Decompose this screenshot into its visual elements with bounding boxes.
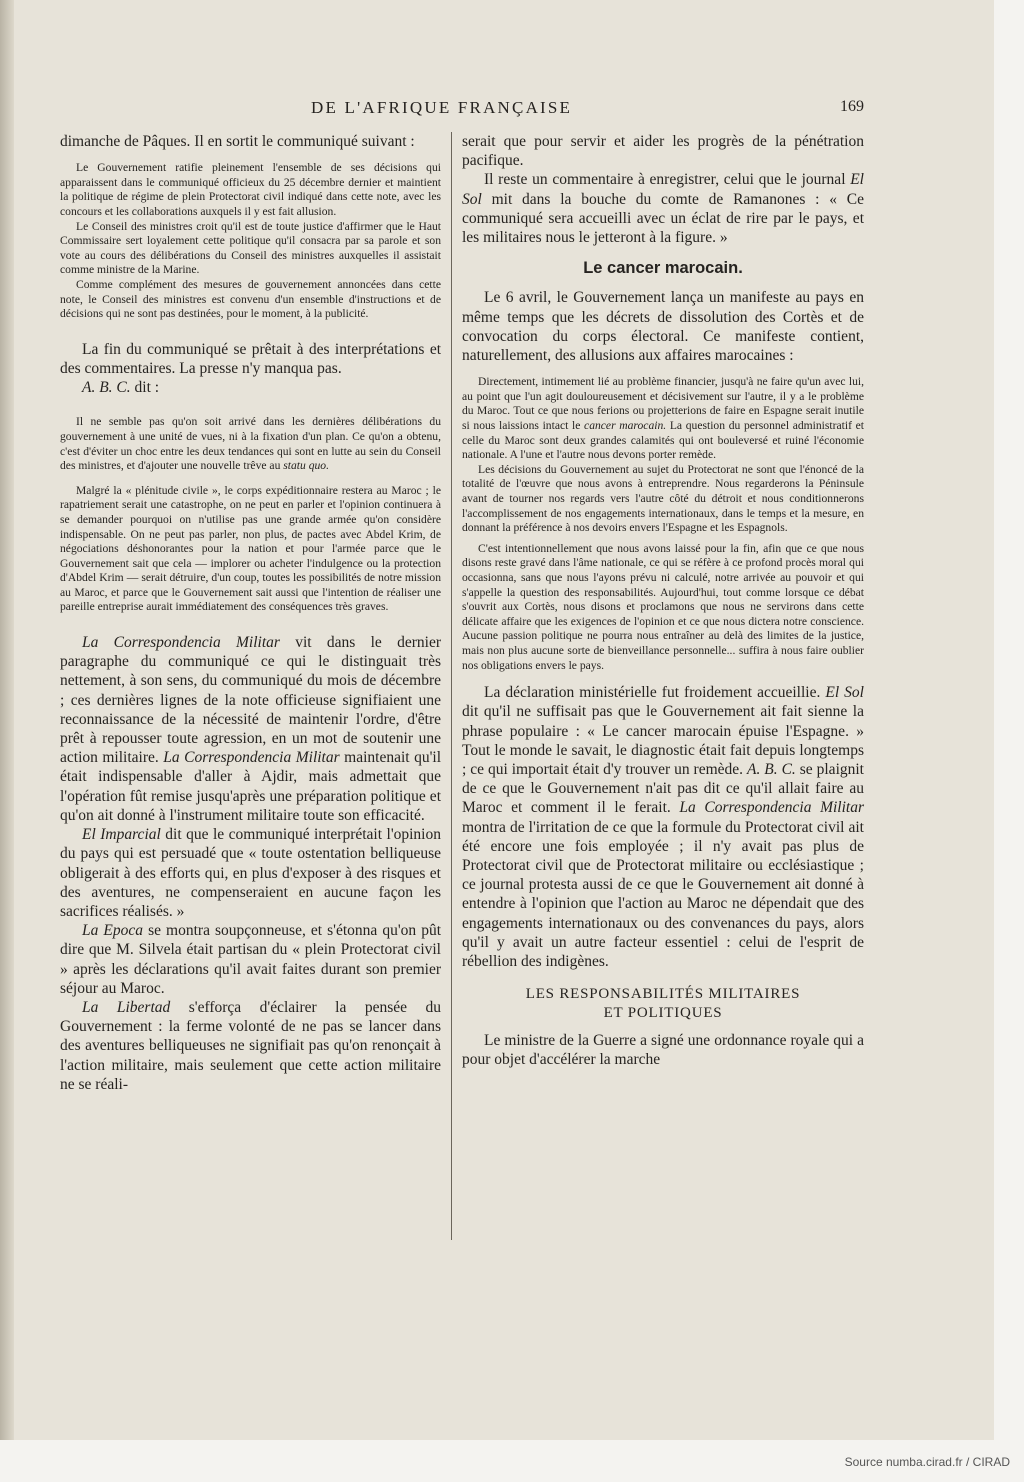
- quote-paragraph: Il ne semble pas qu'on soit arrivé dans les dernières délibérations du gouvernement à une unité de vues, ni à la fixation d'un plan. Ce qu'on a obtenu, c'est d'éviter un choc entre les deux tendances qui sont en lutte au sein du Conseil des ministres, et d'ajouter une nouvelle trêve au statu quo.: [60, 415, 441, 473]
- paragraph: Le ministre de la Guerre a signé une ordonnance royale qui a pour objet d'accélérer la marche: [462, 1032, 864, 1069]
- quote-paragraph: Comme complément des mesures de gouvernement annoncées dans cette note, le Conseil des ministres est convenu d'un ensemble d'instructions et de décisions qui ne sont pas destinées, pour le moment, à la publicité.: [60, 277, 441, 321]
- paragraph: La fin du communiqué se prêtait à des interprétations et des commentaires. La presse n'y manqua pas.: [60, 340, 441, 377]
- quote-paragraph: Malgré la « plénitude civile », le corps expéditionnaire restera au Maroc ; le rapatriement serait une catastrophe, on ne peut en parler et l'opinion continuera à se demander pourquoi on n'utilise pas une grande armée qu'on considère indispensable. On ne peut pas parler, non plus, de pactes avec Abdel Krim, de négociations déshonorantes pour la nation et pour l'armée parce que le Gouvernement sait que cela — implorer ou acheter l'indulgence ou la protection d'Abdel Krim — serait détruire, d'un coup, toutes les possibilités de notre mission au Maroc, et parce que le Gouvernement sait aussi que l'intention de réaliser une pareille entreprise aurait immédiatement des conséquences très graves.: [60, 483, 441, 614]
- paragraph: La déclaration ministérielle fut froidement accueillie. El Sol dit qu'il ne suffisait pas que le Gouvernement ait fait sienne la phrase populaire : « Le cancer marocain épuise l'Espagne. » Tout le monde le savait, le diagnostic était fait depuis longtemps ; ce qui importait était d'y trouver un remède. A. B. C. se plaignit de ce que le Gouvernement n'ait pas dit ce qu'il allait faire au Maroc et comment il le ferait. La Correspondencia Militar montra de l'irritation de ce que la formule du Protectorat civil ait été encore une fois employée ; il n'y avait pas plus de Protectorat civil que de Protectorat militaire ou ecclésiastique ; ce journal protesta aussi de ce que le Gouvernement ait donné à entendre à l'opinion que l'action au Maroc ne dépendait que des engagements internationaux ou des convenances du pays, alors qu'il y avait un autre facteur essentiel : celui de l'esprit de rébellion des indigènes.: [462, 684, 864, 970]
- newspaper-name: A. B. C.: [82, 379, 131, 397]
- source-credit: Source numba.cirad.fr / CIRAD: [844, 1455, 1010, 1469]
- paragraph: La Correspondencia Militar vit dans le dernier paragraphe du communiqué ce qui le distinguait très nettement, à son sens, du communiqué du mois de décembre ; ces dernières lignes de la note officieuse signifiaient une reconnaissance de la nécessité de maintenir l'ordre, d'être prêt à repousser toute agression, en un mot de soutenir une action militaire. La Correspondencia Militar maintenait qu'il était indispensable d'aller à Ajdir, mais admettait que l'opération fût remise jusqu'après une préparation politique et qu'on ait donné à l'instrument militaire toute son efficacité.: [60, 634, 441, 824]
- section-title: LES RESPONSABILITÉS MILITAIRES ET POLITIQUES: [525, 986, 801, 1022]
- page-number: 169: [840, 98, 864, 115]
- paragraph: dimanche de Pâques. Il en sortit le communiqué suivant :: [60, 133, 415, 150]
- binding-edge: [0, 0, 14, 1440]
- quote-paragraph: Les décisions du Gouvernement au sujet du Protectorat ne sont que l'énoncé de la totalité de l'œuvre que nous avons à entreprendre. Nous regarderons la Péninsule avant de tourner nos regards vers l'autre côté du détroit et nous conditionnerons l'accomplissement de nos engagements internationaux, dans le temps et la mesure, en donnant la préférence à nos devoirs envers l'Espagne et les Espagnols.: [462, 462, 864, 535]
- quote-paragraph: Directement, intimement lié au problème financier, jusqu'à ne faire qu'un avec lui, au point que l'un agit douloureusement et décisivement sur l'autre, il y a le problème du Maroc. Tout ce que nous ferions ou projetterions de faire en Espagne serait inutile si nous laissions intact le cancer marocain. La question du personnel administratif et celle du Maroc sont deux grandes calamités qui ont bouleversé et ruiné l'économie nationale. A l'une et l'autre nous devons porter remède.: [462, 375, 864, 462]
- column-rule: [451, 132, 452, 1240]
- paragraph: La Epoca se montra soupçonneuse, et s'étonna qu'on pût dire que M. Silvela était partisan du « plein Protectorat civil » après les déclarations qu'il avait faites durant son premier séjour au Maroc.: [60, 922, 441, 997]
- quote-paragraph: Le Gouvernement ratifie pleinement l'ensemble de ses décisions qui apparaissent dans le communiqué officieux du 25 décembre dernier et maintient la politique de régime de plein Protectorat civil indiqué dans cette note, avec les concours et les collaborations auxquels il y est fait allusion.: [60, 161, 441, 218]
- right-column: [462, 132, 864, 1070]
- paragraph: Le 6 avril, le Gouvernement lança un manifeste au pays en même temps que les décrets de dissolution des Cortès et de convocation du corps électoral. Ce manifeste contient, naturellement, des allusions aux affaires marocaines :: [462, 289, 864, 365]
- section-title: Le cancer marocain.: [583, 259, 743, 278]
- running-title: DE L'AFRIQUE FRANÇAISE: [311, 98, 573, 117]
- quote-paragraph: C'est intentionnellement que nous avons laissé pour la fin, afin que ce que nous disons reste gravé dans l'âme nationale, ce qui se réfère à ce profond procès moral qui occasionna, sans que nous l'ayons prévu ni calculé, notre arrivée au pouvoir et qui s'appelle la question des responsabilités. Aujourd'hui, tout comme lorsque ce débat s'ouvrit aux Cortès, nous disons et proclamons que nous ne servirons dans cette délicate affaire que les exigences de l'opinion et ce que nous dictera notre conscience. Aucune passion politique ne pourra nous entraîner au delà des limites de la justice, mais non plus aucune sorte de bienveillance personnelle... suffira à nous faire oublier nos obligations envers le pays.: [462, 541, 864, 672]
- quote-paragraph: Le Conseil des ministres croit qu'il est de toute justice d'affirmer que le Haut Commissaire sert loyalement cette politique qu'il consacra par sa parole et son vote au cours des délibérations du Conseil des ministres auxquelles il assistait comme ministre de la Marine.: [60, 219, 441, 277]
- page-header: [0, 98, 1024, 124]
- left-column: [60, 132, 441, 1094]
- paragraph: Il reste un commentaire à enregistrer, celui que le journal El Sol mit dans la bouche du comte de Ramanones : « Ce communiqué sera accueilli avec un éclat de rire par le pays, et les militaires nous le jetteront à la figure. »: [462, 171, 864, 247]
- paragraph: La Libertad s'efforça d'éclairer la pensée du Gouvernement : la ferme volonté de ne pas se lancer dans des aventures belliqueuses ne signifiait pas qu'on renonçait à l'action militaire, mais seulement que cette action militaire ne se réali-: [60, 998, 441, 1093]
- paragraph: A. B. C. dit :: [82, 379, 160, 397]
- paragraph: El Imparcial dit que le communiqué interprétait l'opinion du pays qui est persuadé que « toute ostentation belliqueuse obligerait à des efforts qui, en plus d'exposer à des risques et des aventures, ne compenseraient en aucune façon les sacrifices réalisés. »: [60, 826, 441, 920]
- paragraph: serait que pour servir et aider les progrès de la pénétration pacifique.: [462, 133, 864, 170]
